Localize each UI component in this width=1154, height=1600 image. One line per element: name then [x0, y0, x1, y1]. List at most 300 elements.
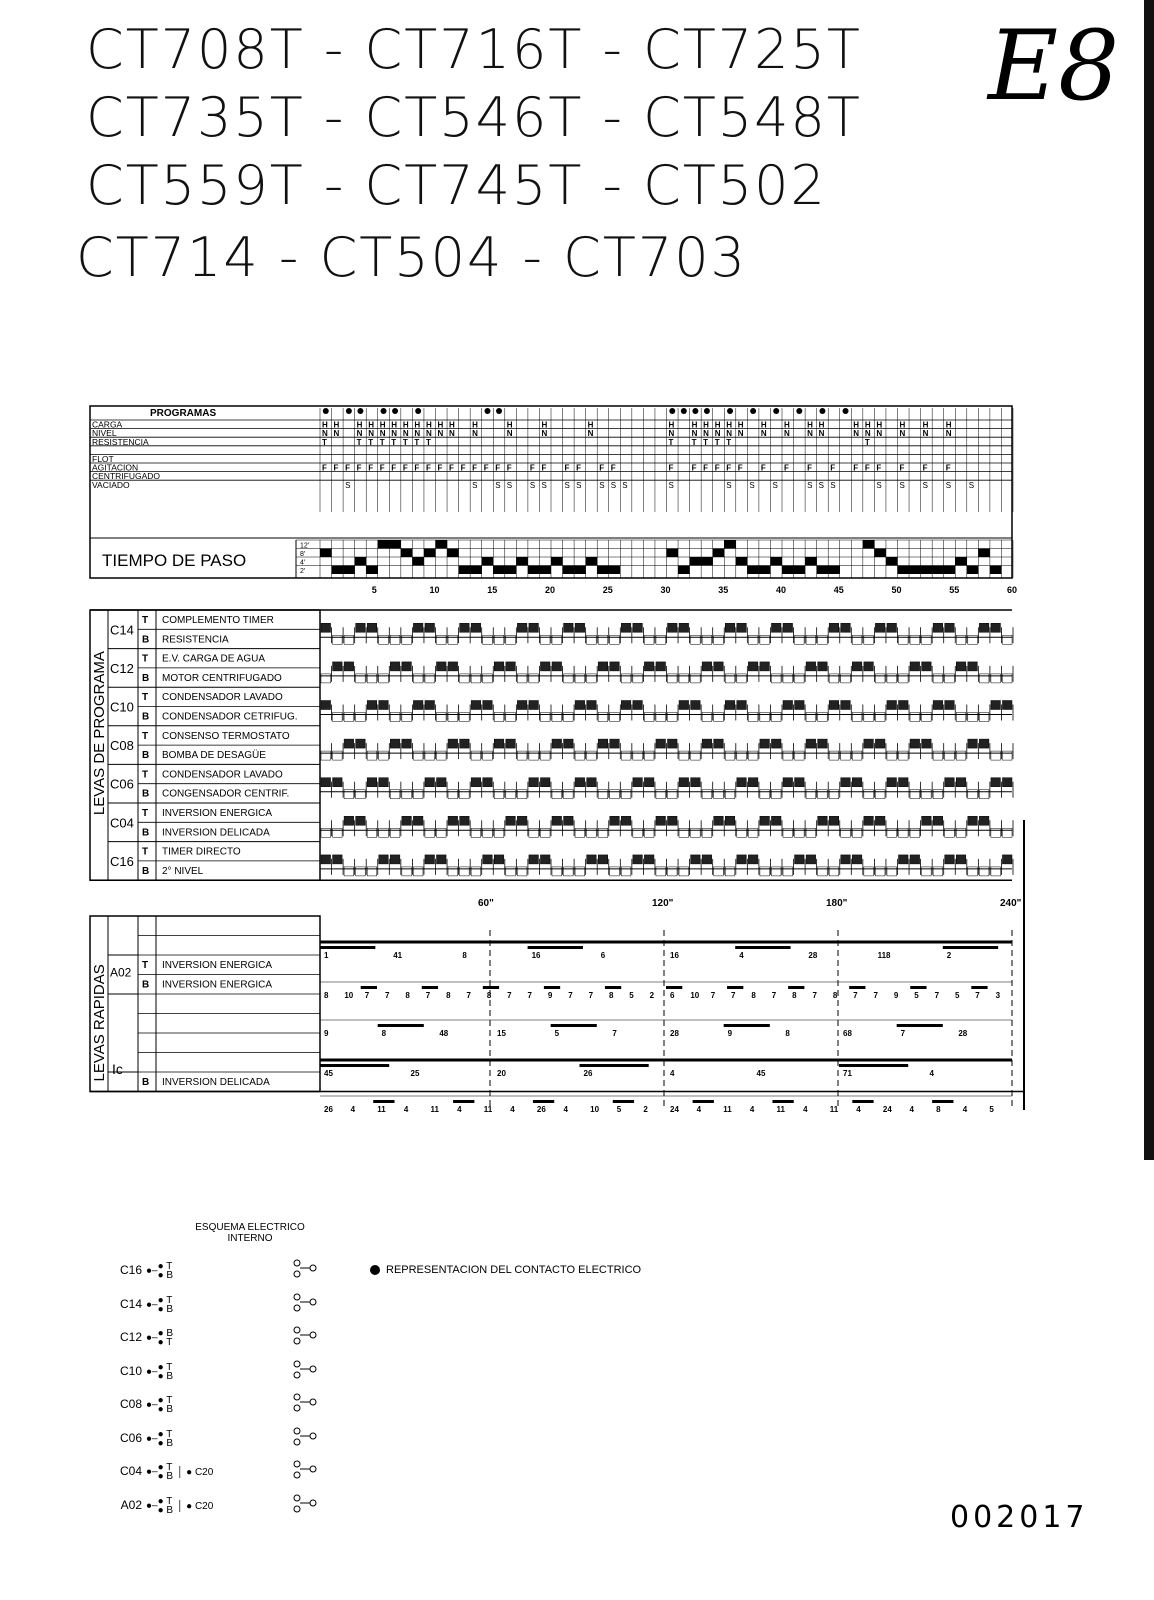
marker-h: H: [402, 420, 409, 430]
cam-segment: [564, 816, 574, 825]
rapid-number: 8: [381, 1029, 387, 1038]
cam-segment: [517, 816, 527, 825]
switch-terminal-b: ● B: [157, 1437, 174, 1449]
rapid-pulse: [788, 986, 804, 989]
cam-segment: [702, 713, 712, 722]
time-block: [886, 557, 898, 566]
program-row-label: FLOT: [92, 454, 114, 464]
cam-segment: [367, 751, 377, 760]
cam-segment: [991, 701, 1001, 710]
marker-t: T: [726, 437, 732, 447]
scale-label: 25: [602, 585, 613, 595]
cam-segment: [506, 662, 516, 671]
cam-segment: [714, 739, 724, 748]
cam-segment: [321, 778, 331, 787]
marker-f: F: [541, 463, 547, 473]
page-id: E8: [988, 10, 1120, 122]
cam-segment: [379, 778, 389, 787]
cam-row-name: 2° NIVEL: [162, 865, 204, 877]
rapid-number: 16: [670, 951, 679, 960]
marker-f: F: [483, 463, 489, 473]
cam-segment: [644, 635, 654, 644]
rapid-number: 1: [324, 951, 329, 960]
cam-segment: [1002, 778, 1012, 787]
cam-segment: [829, 623, 839, 632]
marker-f: F: [784, 463, 789, 473]
time-block: [516, 557, 528, 566]
rapid-number: 7: [853, 991, 858, 1000]
rapid-pulse: [666, 986, 682, 989]
rapid-pulse: [422, 986, 438, 989]
cam-segment: [321, 828, 331, 837]
cam-segment: [956, 662, 966, 671]
rapid-number: 10: [590, 1105, 600, 1114]
switch-terminal-b: ● B: [157, 1303, 174, 1315]
rapid-number: 6: [600, 951, 606, 960]
marker-h: H: [379, 420, 386, 430]
rapid-number: 11: [723, 1105, 732, 1114]
cam-segment: [737, 701, 747, 710]
cam-segment: [979, 739, 989, 748]
cam-segment: [517, 790, 527, 799]
cam-segment: [494, 662, 504, 671]
time-block: [320, 549, 332, 558]
levas-programa-table: [90, 610, 1013, 880]
marker-n: N: [876, 429, 883, 439]
cam-segment: [656, 816, 666, 825]
cam-segment: [783, 674, 793, 683]
cam-segment: [968, 816, 978, 825]
cam-tb: T: [142, 615, 149, 626]
marker-h: H: [691, 420, 698, 430]
cam-segment: [910, 739, 920, 748]
cam-segment: [413, 867, 423, 876]
switch-row: [100, 1296, 173, 1314]
cam-tb: T: [142, 960, 149, 971]
cam-segment: [552, 713, 562, 722]
cam-segment: [899, 828, 909, 837]
cam-row-name: INVERSION ENERGICA: [162, 960, 273, 971]
cam-segment: [644, 713, 654, 722]
switch-terminal-b: ● B: [157, 1270, 174, 1281]
rapid-number: 8: [462, 951, 467, 960]
cam-segment: [564, 867, 574, 876]
cam-tb: T: [142, 730, 149, 742]
rapid-number: 11: [377, 1105, 386, 1114]
cam-segment: [748, 751, 758, 760]
switch-terminal-a: ● B: [157, 1328, 174, 1339]
cam-segment: [448, 713, 458, 722]
program-dot: [843, 408, 849, 414]
cam-segment: [887, 674, 897, 683]
marker-n: N: [945, 429, 952, 439]
marker-f: F: [391, 463, 397, 473]
cam-segment: [356, 674, 366, 683]
cam-segment: [714, 713, 724, 722]
marker-h: H: [760, 420, 767, 430]
time-block: [759, 566, 771, 575]
cam-segment: [448, 816, 458, 825]
cam-segment: [829, 816, 839, 825]
scale-label: 30: [660, 585, 671, 595]
rapid-pulse: [613, 1100, 634, 1103]
marker-f: F: [472, 463, 478, 473]
marker-t: T: [414, 437, 420, 447]
cam-segment: [956, 635, 966, 644]
cam-segment: [910, 855, 920, 864]
switch-symbol: [146, 1329, 173, 1347]
rapid-pulse: [320, 1064, 389, 1067]
cam-id: C14: [110, 622, 134, 638]
cam-segment: [945, 623, 955, 632]
cam-segment: [783, 867, 793, 876]
contact-dot-icon: ●–: [146, 1332, 158, 1344]
rapid-number: 7: [507, 991, 512, 1000]
cam-segment: [714, 790, 724, 799]
cam-segment: [725, 816, 735, 825]
rapid-number: 7: [425, 991, 431, 1000]
cam-segment: [702, 739, 712, 748]
cam-segment: [968, 662, 978, 671]
scale-label: 50: [891, 585, 902, 595]
cam-segment: [494, 828, 504, 837]
rapid-number: 71: [843, 1069, 852, 1078]
cam-segment: [933, 867, 943, 876]
cam-segment: [979, 790, 989, 799]
cam-segment: [945, 701, 955, 710]
cam-segment: [564, 739, 574, 748]
marker-n: N: [807, 429, 813, 439]
cam-segment: [737, 855, 747, 864]
cam-segment: [818, 713, 828, 722]
scale-label: 10: [429, 585, 440, 595]
cam-segment: [598, 635, 608, 644]
cam-segment: [795, 674, 805, 683]
cam-segment: [748, 855, 758, 864]
cam-segment: [760, 739, 770, 748]
cam-segment: [321, 751, 331, 760]
marker-f: F: [668, 463, 674, 473]
cam-segment: [552, 739, 562, 748]
marker-h: H: [818, 420, 825, 430]
cam-segment: [864, 662, 874, 671]
cam-segment: [598, 662, 608, 671]
cam-segment: [471, 751, 481, 760]
cam-segment: [679, 623, 689, 632]
cam-segment: [644, 855, 654, 864]
rapid-number: 4: [510, 1105, 515, 1114]
rapid-pulse: [735, 946, 790, 949]
rapid-number: 11: [776, 1105, 785, 1114]
cam-segment: [818, 662, 828, 671]
time-block: [990, 566, 1002, 575]
cam-segment: [691, 828, 701, 837]
cam-segment: [483, 635, 493, 644]
cam-segment: [864, 713, 874, 722]
cam-segment: [910, 790, 920, 799]
cam-segment: [633, 674, 643, 683]
cam-segment: [737, 751, 747, 760]
rapid-pulse: [533, 1100, 554, 1103]
rapid-number: 7: [731, 991, 736, 1000]
cam-segment: [887, 701, 897, 710]
switch-terminal-b: ● T: [157, 1337, 173, 1348]
cam-segment: [333, 778, 343, 787]
marker-f: F: [922, 463, 928, 473]
contact-legend: [370, 1264, 641, 1276]
cam-segment: [460, 816, 470, 825]
cam-segment: [529, 701, 539, 710]
switch-extra: │ ● C20: [177, 1467, 214, 1479]
cam-segment: [922, 790, 932, 799]
model-line-4: CT714 - CT504 - CT703: [76, 226, 747, 289]
program-row-label: CENTRIFUGADO: [92, 471, 160, 482]
cam-segment: [668, 623, 678, 632]
switch-terminal-a: ● T: [157, 1428, 173, 1440]
cam-segment: [864, 739, 874, 748]
switch-symbol: [146, 1396, 173, 1414]
switch-terminal-b: ● B: [157, 1404, 174, 1415]
cam-segment: [356, 623, 366, 632]
rapid-pulse: [910, 986, 926, 989]
cam-segment: [333, 828, 343, 837]
cam-segment: [390, 635, 400, 644]
cam-segment: [691, 855, 701, 864]
time-block: [909, 566, 921, 575]
marker-h: H: [922, 420, 929, 430]
cam-segment: [899, 635, 909, 644]
cam-segment: [344, 662, 354, 671]
program-dot: [796, 408, 802, 414]
cam-segment: [587, 635, 597, 644]
switch-label: C12: [119, 1330, 142, 1345]
marker-f: F: [495, 463, 501, 473]
cam-segment: [437, 855, 447, 864]
cam-segment: [587, 828, 597, 837]
cam-segment: [725, 623, 735, 632]
marker-s: S: [818, 480, 824, 490]
time-block: [978, 549, 990, 558]
cam-segment: [875, 816, 885, 825]
cam-segment: [494, 790, 504, 799]
rapid-number: 7: [710, 991, 716, 1000]
cam-segment: [760, 867, 770, 876]
cam-segment: [795, 635, 805, 644]
cam-segment: [910, 635, 920, 644]
cam-segment: [621, 751, 631, 760]
cam-segment: [356, 790, 366, 799]
cam-id: C10: [110, 699, 134, 715]
marker-h: H: [714, 420, 721, 430]
cam-segment: [968, 713, 978, 722]
marker-f: F: [945, 463, 951, 473]
switch-label: C06: [119, 1430, 142, 1445]
rapid-pulse: [727, 986, 743, 989]
cam-segment: [679, 778, 689, 787]
rapid-number: 7: [771, 991, 777, 1000]
marker-n: N: [449, 429, 455, 439]
cam-segment: [483, 751, 493, 760]
cam-segment: [483, 674, 493, 683]
cam-segment: [979, 816, 989, 825]
marker-n: N: [668, 429, 675, 439]
switch-symbol: [146, 1363, 173, 1381]
rapid-number: 7: [900, 1029, 906, 1038]
rapid-number: 2: [643, 1105, 648, 1114]
cam-segment: [841, 855, 851, 864]
cam-segment: [679, 867, 689, 876]
cam-segment: [806, 635, 816, 644]
cam-segment: [771, 674, 781, 683]
cam-segment: [714, 867, 724, 876]
cam-segment: [460, 623, 470, 632]
tiempo-label: TIEMPO DE PASO: [102, 551, 247, 570]
legend-text: REPRESENTACION DEL CONTACTO ELECTRICO: [386, 1264, 642, 1276]
cam-segment: [841, 778, 851, 787]
cam-segment: [344, 790, 354, 799]
cam-segment: [945, 778, 955, 787]
cam-segment: [968, 635, 978, 644]
cam-segment: [610, 816, 620, 825]
time-block: [505, 566, 517, 575]
marker-t: T: [668, 437, 674, 447]
cam-segment: [910, 713, 920, 722]
marker-f: F: [402, 463, 408, 473]
cam-segment: [321, 674, 331, 683]
marker-s: S: [599, 480, 605, 490]
marker-f: F: [807, 463, 812, 473]
cam-segment: [922, 816, 932, 825]
cam-row-name: E.V. CARGA DE AGUA: [162, 653, 266, 665]
cam-segment: [968, 790, 978, 799]
program-dot: [323, 408, 329, 414]
marker-s: S: [506, 480, 513, 490]
cam-id: C12: [110, 660, 134, 676]
cam-segment: [991, 778, 1001, 787]
cam-segment: [737, 828, 747, 837]
rapid-pulse: [897, 1024, 943, 1027]
rapid-number: 5: [616, 1105, 622, 1114]
marker-h: H: [853, 420, 860, 430]
document-number: 002017: [950, 1500, 1089, 1535]
cam-row-name: CONDENSADOR CETRIFUG.: [162, 711, 298, 723]
cam-segment: [714, 662, 724, 671]
time-block: [770, 557, 782, 566]
contact-dot-icon: ●–: [146, 1366, 158, 1378]
time-block: [794, 566, 806, 575]
rapid-number: 24: [882, 1105, 892, 1114]
marker-s: S: [622, 480, 628, 490]
rapid-pulse: [693, 1100, 714, 1103]
cam-segment: [725, 701, 735, 710]
cam-segment: [656, 635, 666, 644]
cam-segment: [725, 790, 735, 799]
marker-s: S: [749, 480, 755, 490]
marker-f: F: [726, 463, 732, 473]
cam-segment: [460, 790, 470, 799]
cam-segment: [644, 778, 654, 787]
cam-row-name: CONGENSADOR CENTRIF.: [162, 788, 290, 800]
marker-f: F: [414, 463, 420, 473]
cam-segment: [864, 816, 874, 825]
cam-segment: [529, 751, 539, 760]
cam-segment: [610, 635, 620, 644]
cam-segment: [899, 855, 909, 864]
cam-segment: [725, 867, 735, 876]
cam-segment: [540, 662, 550, 671]
marker-f: F: [345, 463, 350, 473]
cam-segment: [899, 751, 909, 760]
cam-segment: [760, 635, 770, 644]
cam-segment: [379, 701, 389, 710]
cam-segment: [714, 635, 724, 644]
marker-s: S: [472, 480, 478, 490]
rapid-number: 8: [936, 1105, 941, 1114]
cam-segment: [356, 816, 366, 825]
cam-id: A02: [110, 965, 132, 980]
cam-segment: [899, 674, 909, 683]
switch-label: A02: [120, 1497, 142, 1512]
switch-symbol: [146, 1463, 173, 1481]
marker-t: T: [691, 437, 697, 447]
cam-segment: [390, 662, 400, 671]
cam-segment: [425, 674, 435, 683]
cam-segment: [494, 635, 504, 644]
cam-segment: [356, 713, 366, 722]
cam-segment: [714, 816, 724, 825]
cam-segment: [945, 828, 955, 837]
marker-h: H: [807, 420, 813, 430]
cam-segment: [806, 662, 816, 671]
cam-segment: [413, 674, 423, 683]
cam-tb: B: [142, 750, 150, 762]
rapid-pulse: [932, 1100, 953, 1103]
time-block: [586, 557, 598, 566]
cam-segment: [379, 674, 389, 683]
marker-f: F: [460, 463, 466, 473]
marker-t: T: [714, 437, 720, 447]
marker-n: N: [356, 429, 363, 439]
cam-tb: T: [142, 769, 149, 781]
cam-segment: [633, 778, 643, 787]
cam-segment: [425, 701, 435, 710]
rapid-number: 45: [324, 1069, 333, 1078]
switch-label: C16: [119, 1263, 142, 1278]
switch-terminal-a: ● T: [157, 1294, 173, 1306]
cam-segment: [460, 674, 470, 683]
cam-segment: [737, 674, 747, 683]
cam-segment: [506, 635, 516, 644]
cam-row-name: INVERSION ENERGICA: [162, 979, 273, 991]
cam-segment: [356, 739, 366, 748]
cam-segment: [933, 790, 943, 799]
cam-segment: [864, 790, 874, 799]
cam-segment: [540, 778, 550, 787]
cam-segment: [529, 778, 539, 787]
cam-segment: [956, 828, 966, 837]
marker-n: N: [391, 429, 398, 439]
switch-row: [100, 1363, 173, 1381]
rapid-number: 5: [554, 1029, 560, 1038]
cam-segment: [402, 635, 412, 644]
cam-segment: [806, 828, 816, 837]
cam-segment: [344, 739, 354, 748]
cam-segment: [437, 635, 447, 644]
cam-segment: [991, 674, 1001, 683]
marker-n: N: [368, 429, 374, 439]
cam-segment: [367, 778, 377, 787]
marker-h: H: [945, 420, 952, 430]
